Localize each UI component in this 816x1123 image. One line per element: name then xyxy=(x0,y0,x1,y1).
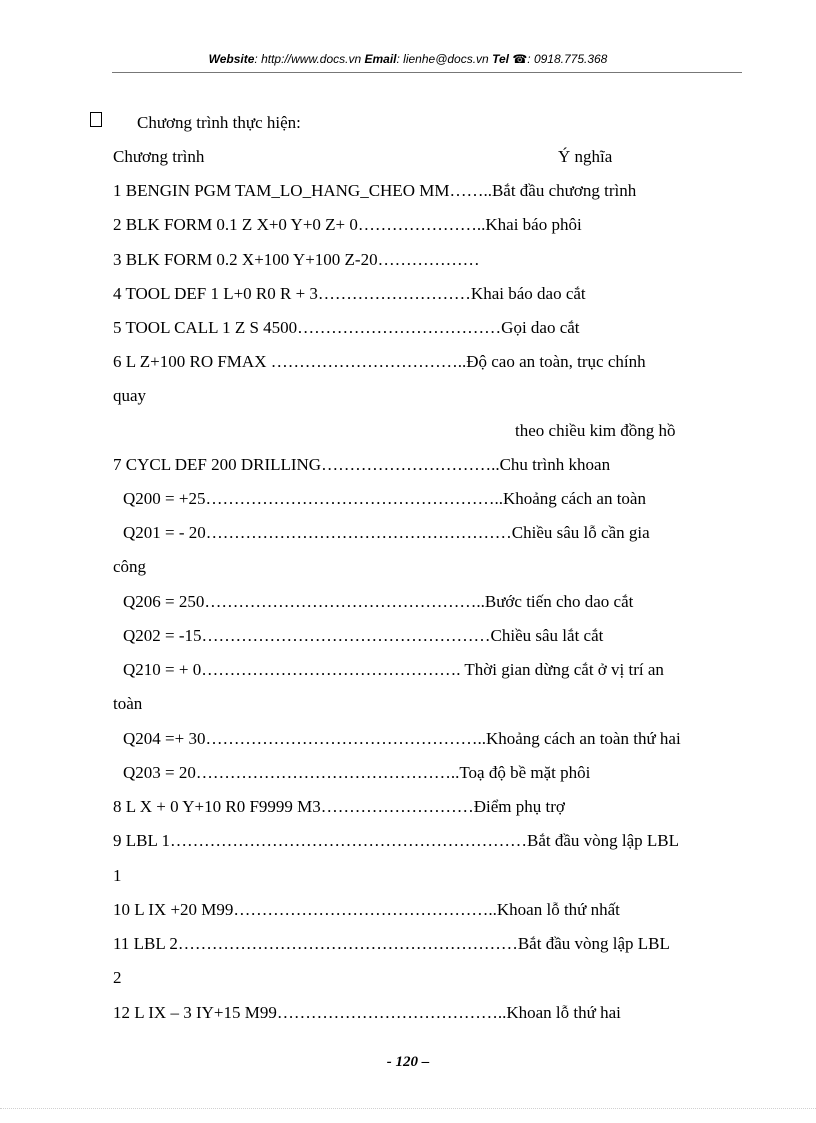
program-line-9-cont: 1 xyxy=(113,866,122,885)
section-title: Chương trình thực hiện: xyxy=(137,113,301,132)
column-header-program: Chương trình xyxy=(113,147,205,166)
program-line-1: 1 BENGIN PGM TAM_LO_HANG_CHEO MM……..Bắt đầu chương trình xyxy=(113,181,637,200)
website-label: Website xyxy=(208,52,255,66)
param-q204: Q204 =+ 30…………………………………………..Khoảng cách an toàn thứ hai xyxy=(123,729,681,748)
param-q210: Q210 = + 0………………………………………. Thời gian dừng cắt ở vị trí an xyxy=(123,660,664,679)
column-header-meaning: Ý nghĩa xyxy=(558,147,613,166)
param-q202: Q202 = -15……………………………………………Chiều sâu lắt cắt xyxy=(123,626,604,645)
param-q206: Q206 = 250…………………………………………..Bước tiến cho dao cắt xyxy=(123,592,634,611)
program-line-4: 4 TOOL DEF 1 L+0 R0 R + 3………………………Khai báo dao cắt xyxy=(113,284,586,303)
param-q203: Q203 = 20………………………………………..Toạ độ bề mặt phôi xyxy=(123,763,591,782)
program-line-6-cont: quay xyxy=(113,386,147,405)
program-line-3: 3 BLK FORM 0.2 X+100 Y+100 Z-20……………… xyxy=(113,250,480,269)
page-header xyxy=(0,52,816,66)
program-line-8: 8 L X + 0 Y+10 R0 F9999 M3………………………Điểm phụ trợ xyxy=(113,797,565,816)
footer-divider xyxy=(0,1108,816,1109)
program-line-12: 12 L IX – 3 IY+15 M99…………………………………..Khoan lỗ thứ hai xyxy=(113,1003,621,1022)
program-line-6: 6 L Z+100 RO FMAX ……………………………..Độ cao an toàn, trục chính xyxy=(113,352,646,371)
param-q201: Q201 = - 20………………………………………………Chiều sâu lỗ cần gia xyxy=(123,523,650,542)
param-q200: Q200 = +25……………………………………………..Khoảng cách an toàn xyxy=(123,489,646,508)
program-line-11: 11 LBL 2……………………………………………………Bắt đầu vòng lập LBL xyxy=(113,934,670,953)
param-q201-cont: công xyxy=(113,557,147,576)
email-label: Email xyxy=(364,52,397,66)
program-line-9: 9 LBL 1………………………………………………………Bắt đầu vòng lập LBL xyxy=(113,831,680,850)
email-value: : lienhe@docs.vn xyxy=(396,52,489,66)
tel-value: : 0918.775.368 xyxy=(527,52,608,66)
website-value: : http://www.docs.vn xyxy=(254,52,362,66)
param-q210-cont: toàn xyxy=(113,694,143,713)
program-line-6-cont2: theo chiều kim đồng hồ xyxy=(515,421,676,440)
program-line-5: 5 TOOL CALL 1 Z S 4500………………………………Gọi dao cắt xyxy=(113,318,580,337)
program-line-7: 7 CYCL DEF 200 DRILLING…………………………..Chu trình khoan xyxy=(113,455,611,474)
checkbox-bullet-icon xyxy=(90,112,102,127)
program-line-11-cont: 2 xyxy=(113,968,122,987)
program-line-10: 10 L IX +20 M99………………………………………..Khoan lỗ thứ nhất xyxy=(113,900,620,919)
tel-label: Tel xyxy=(492,52,509,66)
phone-icon: ☎ xyxy=(512,52,528,66)
program-line-2: 2 BLK FORM 0.1 Z X+0 Y+0 Z+ 0…………………..Khai báo phôi xyxy=(113,215,582,234)
header-divider xyxy=(112,72,742,73)
page-number: - 120 – xyxy=(386,1054,430,1070)
